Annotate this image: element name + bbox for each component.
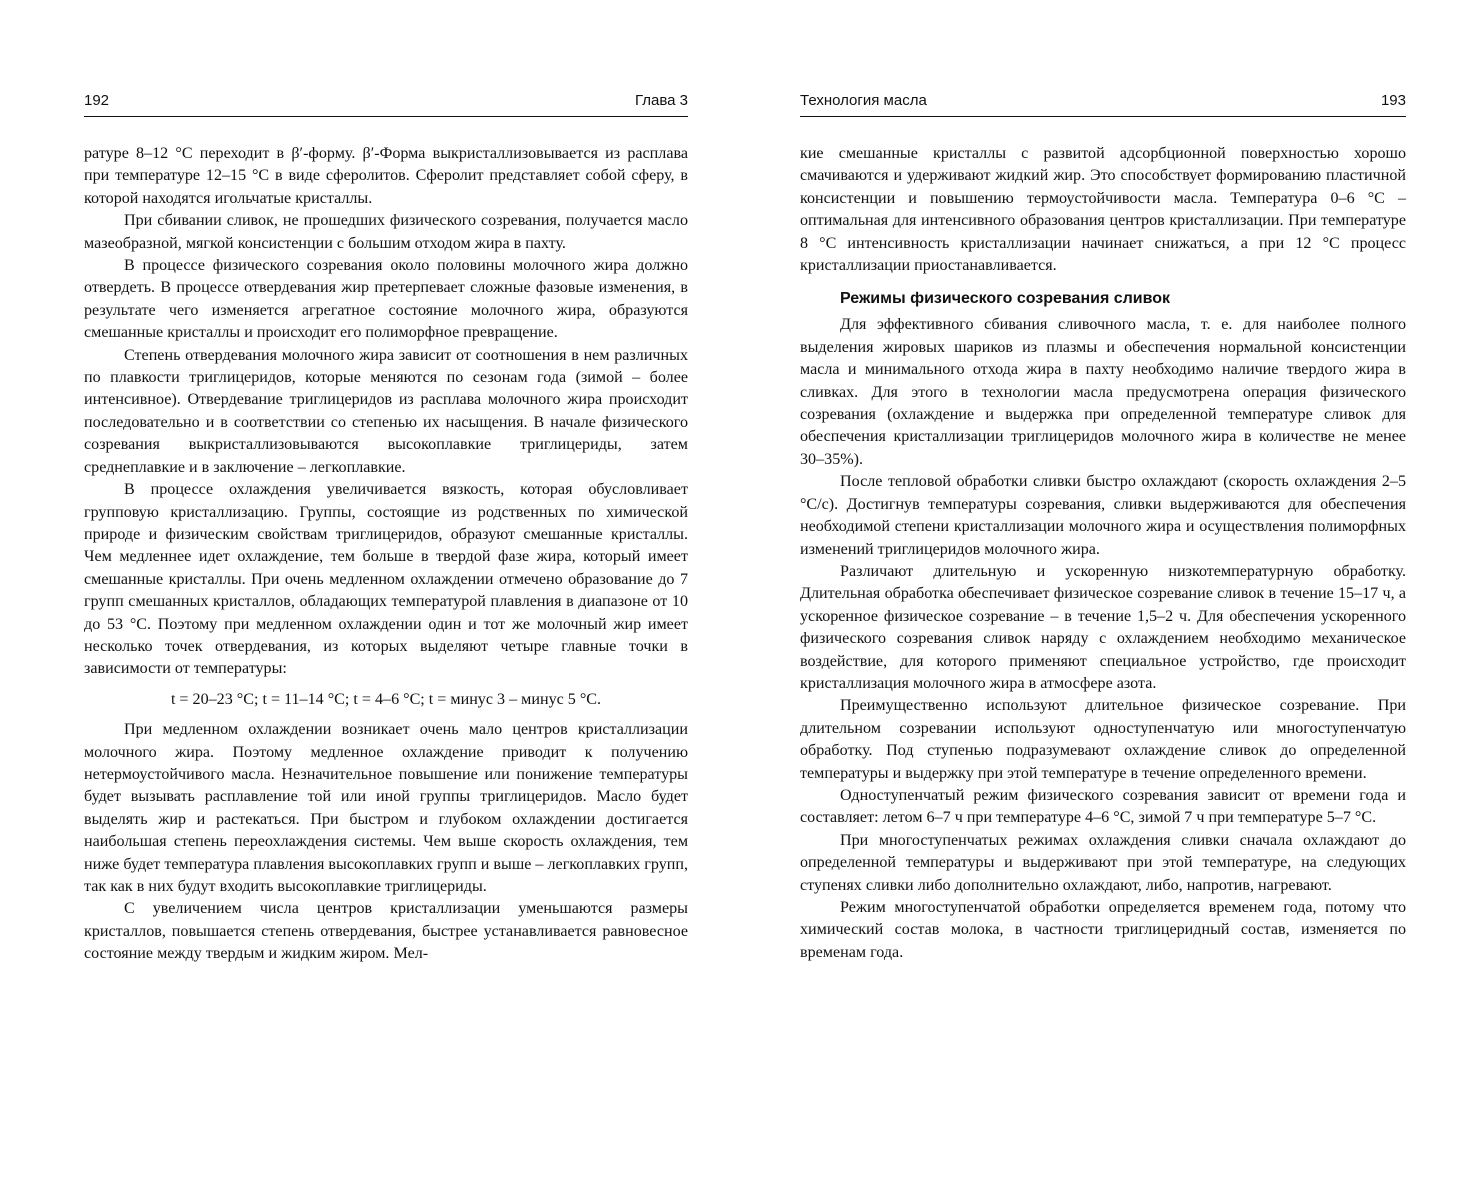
paragraph: С увеличением числа центров кристаллизации уменьшаются размеры кристаллов, повышается степень отвердевания, быстрее устанавливается равновесное состояние между твердым и жидким жиром. Мел- <box>84 900 688 963</box>
paragraph: Для эффективного сбивания сливочного масла, т. е. для наиболее полного выделения жировых шариков из плазмы и обеспечения нормальной консистенции масла и минимального отхода жира в пахту необходимо наличие твердого жира в сливках. Для этого в технологии масла предусмотрена операция физического созревания (охлаждение и выдержка при определенной температуре сливок для обеспечения кристаллизации триглицеридов молочного жира в количестве не менее 30–35%). <box>800 316 1406 468</box>
right-page-number: 193 <box>1380 92 1406 109</box>
paragraph: В процессе охлаждения увеличивается вязкость, которая обусловливает групповую кристаллизацию. Группы, состоящие из родственных по химической природе и физическим свойствам триглицеридов, образуют смешанные кристаллы. Чем медленнее идет охлаждение, тем больше в твердой фазе жира, который имеет смешанные кристаллы. При очень медленном охлаждении отмечено образование до 7 групп смешанных кристаллов, обладающих температурой плавления в диапазоне от 10 до 53 °С. Поэтому при медленном охлаждении один и тот же молочный жир имеет несколько точек отвердевания, из которых выделяют четыре главные точки в зависимости от температуры: <box>84 481 688 678</box>
left-page-body <box>84 143 688 966</box>
paragraph: Преимущественно используют длительное физическое созревание. При длительном созревании используют одноступенчатую или многоступенчатую обработку. Под ступенью подразумевают охлаждение сливок до определенной температуры и выдержку при этой температуре в течение определенного времени. <box>800 697 1406 782</box>
paragraph: Одноступенчатый режим физического созревания зависит от времени года и составляет: летом 6–7 ч при температуре 4–6 °С, зимой 7 ч при температуре 5–7 °С. <box>800 786 1406 827</box>
right-running-head <box>800 90 1406 117</box>
chapter-title: Глава 3 <box>634 92 688 109</box>
paragraph: кие смешанные кристаллы с развитой адсорбционной поверхностью хорошо смачиваются и удерживают жидкий жир. Это способствует формированию пластичной консистенции и повышению термоустойчивости масла. Температура 0–6 °С – оптимальная для интенсивного образования центров кристаллизации. При температуре 8 °С интенсивность кристаллизации начинает снижаться, а при 12 °С процесс кристаллизации приостанавливается. <box>800 145 1406 275</box>
paragraph: Различают длительную и ускоренную низкотемпературную обработку. Длительная обработка обеспечивает физическое созревание сливок в течение 15–17 ч, а ускоренное физическое созревание – в течение 1,5–2 ч. Для обеспечения ускоренного физического созревания сливок наряду с охлаждением необходимо механическое воздействие, для которого применяют специальное устройство, где происходит кристаллизация молочного жира в атмосфере азота. <box>800 562 1406 692</box>
paragraph: При медленном охлаждении возникает очень мало центров кристаллизации молочного жира. Поэтому медленное охлаждение приводит к получению нетермоустойчивого масла. Незначительное повышение или понижение температуры будет вызывать расплавление той или иной группы триглицеридов. Масло будет выделять жир и растекаться. При быстром и глубоком охлаждении достигается наибольшая степень переохлаждения системы. Чем выше скорость охлаждения, тем ниже будет температура плавления высокоплавких групп и выше – легкоплавких групп, так как в них будут входить высокоплавкие триглицериды. <box>84 721 688 895</box>
paragraph: В процессе физического созревания около половины молочного жира должно отвердеть. В процессе отвердевания жир претерпевает сложные фазовые изменения, в результате чего изменяется агрегатное состояние молочного жира, образуются смешанные кристаллы и происходит его полиморфное превращение. <box>84 257 688 342</box>
running-title: Технология масла <box>800 92 927 109</box>
right-page-body <box>800 143 1406 964</box>
paragraph: При многоступенчатых режимах охлаждения сливки сначала охлаждают до определенной температуры и выдерживают при этой температуре, на следующих ступенях сливки либо дополнительно охлаждают, либо, напротив, нагревают. <box>800 831 1406 894</box>
left-running-head <box>84 90 688 117</box>
left-page-number: 192 <box>84 92 110 109</box>
section-heading: Режимы физического созревания сливок <box>840 290 1171 308</box>
paragraph: При сбивании сливок, не прошедших физического созревания, получается масло мазеобразной, мягкой консистенции с большим отходом жира в пахту. <box>84 212 688 252</box>
temperature-formula: t = 20–23 °С; t = 11–14 °С; t = 4–6 °С; t = минус 3 – минус 5 °С. <box>170 690 602 708</box>
paragraph: После тепловой обработки сливки быстро охлаждают (скорость охлаждения 2–5 °С/с). Достигнув температуры созревания, сливки выдерживаются для обеспечения необходимой степени кристаллизации молочного жира и осуществления полиморфных изменений триглицеридов молочного жира. <box>800 473 1406 558</box>
paragraph: ратуре 8–12 °С переходит в β′-форму. β′-Форма выкристаллизовывается из расплава при температуре 12–15 °С в виде сферолитов. Сферолит представляет собой сферу, в которой находятся игольчатые кристаллы. <box>84 145 688 207</box>
paragraph: Режим многоступенчатой обработки определяется временем года, потому что химический состав молока, в частности триглицеридный состав, изменяется по временам года. <box>800 899 1406 961</box>
paragraph: Степень отвердевания молочного жира зависит от соотношения в нем различных по плавкости триглицеридов, которые меняются по сезонам года (зимой – более интенсивное). Отвердевание триглицеридов из расплава молочного жира происходит последовательно и в соответствии со степенью их насыщения. В начале физического созревания выкристаллизовываются высокоплавкие триглицериды, затем среднеплавкие и в заключение – легкоплавкие. <box>84 346 688 476</box>
